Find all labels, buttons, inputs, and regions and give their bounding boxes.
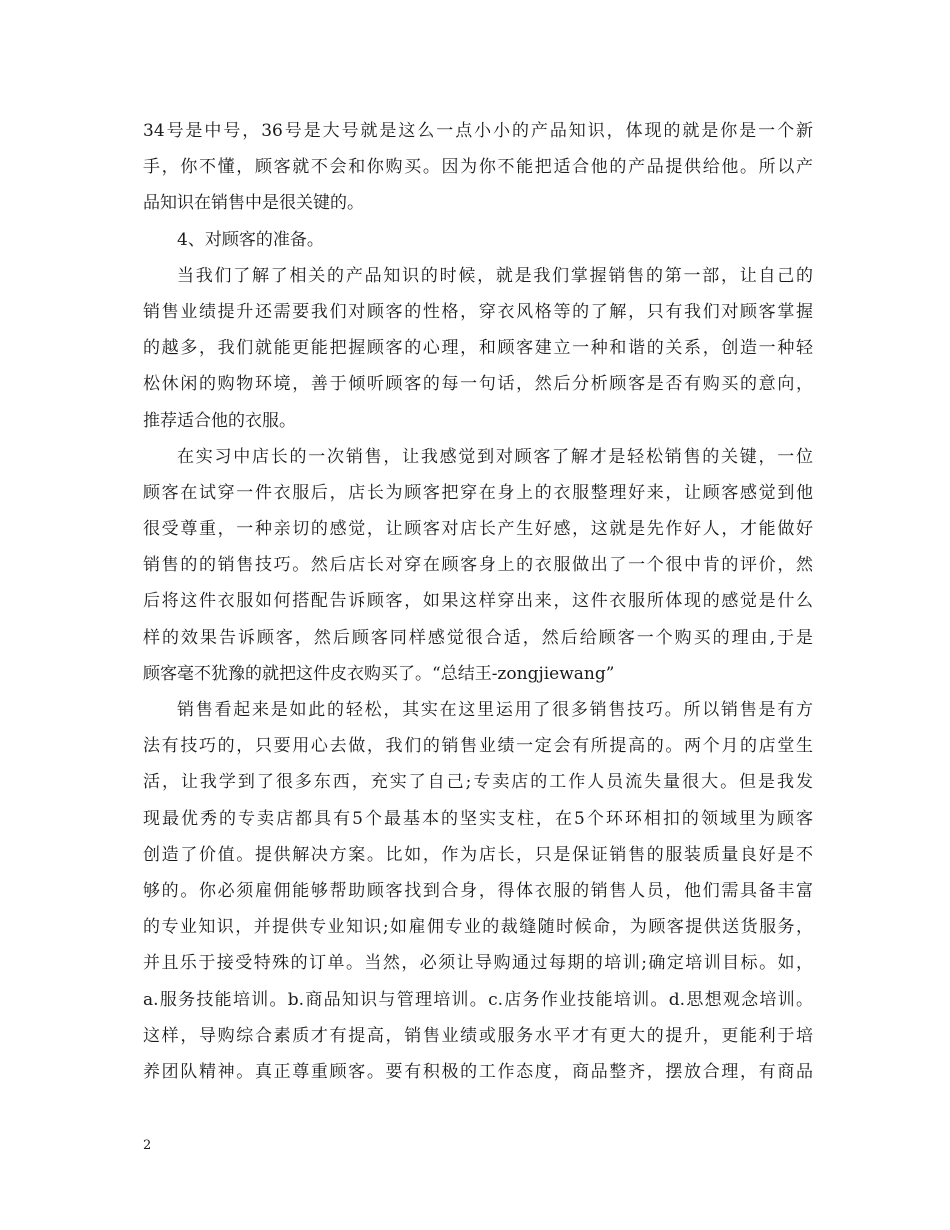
text-line: 样的效果告诉顾客，然后顾客同样感觉很合适，然后给顾客一个购买的理由,于是 [143, 627, 813, 648]
text-line: 手，你不懂，顾客就不会和你购买。因为你不能把适合他的产品提供给他。所以产 [143, 157, 813, 178]
text-line: 品知识在销售中是很关键的。 [143, 193, 364, 214]
text-line: 够的。你必须雇佣能够帮助顾客找到合身，得体衣服的销售人员，他们需具备丰富 [143, 880, 813, 901]
text-line: 34号是中号，36号是大号就是这么一点小小的产品知识，体现的就是你是一个新 [143, 121, 813, 141]
text-line: 的专业知识，并提供专业知识;如雇佣专业的裁缝随时候命，为顾客提供送货服务， [143, 917, 813, 938]
text-line: 销售的的销售技巧。然后店长对穿在顾客身上的衣服做出了一个很中肯的评价，然 [143, 555, 813, 576]
text-line: 并且乐于接受特殊的订单。当然，必须让导购通过每期的培训;确定培训目标。如， [143, 953, 813, 974]
text-line: 销售看起来是如此的轻松，其实在这里运用了很多销售技巧。所以销售是有方 [177, 700, 813, 720]
text-line: 松休闲的购物环境，善于倾听顾客的每一句话，然后分析顾客是否有购买的意向， [143, 374, 813, 395]
body-text [143, 113, 813, 1090]
text-line: 4、对顾客的准备。 [177, 229, 324, 250]
text-line: 销售业绩提升还需要我们对顾客的性格，穿衣风格等的了解，只有我们对顾客掌握 [143, 301, 813, 322]
text-line: 顾客毫不犹豫的就把这件皮衣购买了。“总结王-zongjiewang” [143, 663, 615, 684]
text-line: 推荐适合他的衣服。 [143, 410, 296, 431]
text-line: a.服务技能培训。b.商品知识与管理培训。c.店务作业技能培训。d.思想观念培训。 [143, 989, 813, 1010]
text-line: 养团队精神。真正尊重顾客。要有积极的工作态度，商品整齐，摆放合理，有商品 [143, 1061, 813, 1082]
text-line: 的越多，我们就能更能把握顾客的心理，和顾客建立一种和谐的关系，创造一种轻 [143, 338, 813, 359]
text-line: 这样，导购综合素质才有提高，销售业绩或服务水平才有更大的提升，更能利于培 [143, 1025, 813, 1046]
text-line: 活，让我学到了很多东西，充实了自己;专卖店的工作人员流失量很大。但是我发 [143, 772, 813, 793]
page-number: 2 [143, 1138, 152, 1153]
text-line: 顾客在试穿一件衣服后，店长为顾客把穿在身上的衣服整理好来，让顾客感觉到他 [143, 482, 813, 503]
text-line: 创造了价值。提供解决方案。比如，作为店长，只是保证销售的服装质量良好是不 [143, 844, 813, 865]
text-line: 当我们了解了相关的产品知识的时候，就是我们掌握销售的第一部，让自己的 [177, 265, 813, 286]
text-line: 现最优秀的专卖店都具有5个最基本的坚实支柱，在5个环环相扣的领域里为顾客 [143, 808, 813, 829]
text-line: 在实习中店长的一次销售，让我感觉到对顾客了解才是轻松销售的关键，一位 [177, 446, 813, 467]
text-line: 很受尊重，一种亲切的感觉，让顾客对店长产生好感，这就是先作好人，才能做好 [143, 519, 813, 540]
text-line: 法有技巧的，只要用心去做，我们的销售业绩一定会有所提高的。两个月的店堂生 [143, 736, 813, 757]
text-line: 后将这件衣服如何搭配告诉顾客，如果这样穿出来，这件衣服所体现的感觉是什么 [143, 591, 813, 612]
